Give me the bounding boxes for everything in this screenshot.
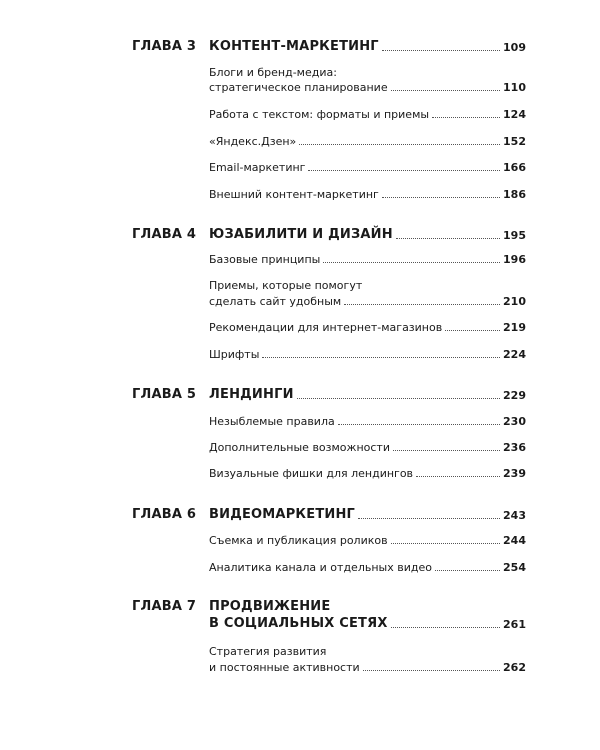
dot-leader: [435, 570, 500, 571]
page-number: 261: [503, 618, 526, 631]
chapter-title-row[interactable]: [209, 616, 526, 631]
dot-leader: [382, 50, 500, 51]
page-number: 230: [503, 415, 526, 428]
page-number: 239: [503, 467, 526, 480]
chapter-title-row[interactable]: [209, 227, 526, 242]
section-row[interactable]: [209, 161, 526, 174]
section-row[interactable]: [209, 441, 526, 454]
page-number: 195: [503, 229, 526, 242]
section-title-line1: Блоги и бренд-медиа:: [209, 66, 337, 79]
page-number: 243: [503, 509, 526, 522]
section-row[interactable]: [209, 467, 526, 480]
dot-leader: [262, 357, 500, 358]
section-row[interactable]: [209, 108, 526, 121]
chapter-label: ГЛАВА 5: [132, 387, 197, 402]
dot-leader: [358, 518, 500, 519]
page-number: 124: [503, 108, 526, 121]
section-title: стратегическое планирование: [209, 81, 388, 94]
dot-leader: [338, 424, 500, 425]
page-number: 224: [503, 348, 526, 361]
section-row[interactable]: [209, 321, 526, 334]
dot-leader: [416, 476, 500, 477]
dot-leader: [299, 144, 500, 145]
section-title: и постоянные активности: [209, 661, 360, 674]
dot-leader: [391, 90, 500, 91]
dot-leader: [363, 670, 500, 671]
page-number: 236: [503, 441, 526, 454]
section-title: Незыблемые правила: [209, 415, 335, 428]
page-number: 196: [503, 253, 526, 266]
dot-leader: [308, 170, 500, 171]
chapter-title-row[interactable]: [209, 507, 526, 522]
section-row[interactable]: [209, 188, 526, 201]
section-row[interactable]: [209, 295, 526, 308]
section-title: Съемка и публикация роликов: [209, 534, 388, 547]
dot-leader: [297, 398, 500, 399]
page-number: 110: [503, 81, 526, 94]
section-row[interactable]: [209, 415, 526, 428]
dot-leader: [323, 262, 500, 263]
dot-leader: [344, 304, 500, 305]
chapter-label: ГЛАВА 4: [132, 227, 197, 242]
section-title-line1: Стратегия развития: [209, 645, 327, 658]
chapter-title: ЛЕНДИНГИ: [209, 387, 294, 402]
chapter-title-row[interactable]: [209, 39, 526, 54]
dot-leader: [432, 117, 500, 118]
section-title: Email-маркетинг: [209, 161, 306, 174]
dot-leader: [382, 197, 500, 198]
section-row[interactable]: [209, 135, 526, 148]
page-number: 219: [503, 321, 526, 334]
section-title: сделать сайт удобным: [209, 295, 342, 308]
page-number: 254: [503, 561, 526, 574]
chapter-label: ГЛАВА 6: [132, 507, 197, 522]
chapter-label: ГЛАВА 3: [132, 39, 197, 54]
page-number: 152: [503, 135, 526, 148]
chapter-title: КОНТЕНТ-МАРКЕТИНГ: [209, 39, 379, 54]
section-title: Аналитика канала и отдельных видео: [209, 561, 432, 574]
dot-leader: [393, 450, 500, 451]
section-title-line1: Приемы, которые помогут: [209, 279, 363, 292]
dot-leader: [445, 330, 500, 331]
page-number: 244: [503, 534, 526, 547]
section-row[interactable]: [209, 81, 526, 94]
section-title: Рекомендации для интернет-магазинов: [209, 321, 443, 334]
section-title: Визуальные фишки для лендингов: [209, 467, 414, 480]
section-title: Работа с текстом: форматы и приемы: [209, 108, 430, 121]
page-number: 186: [503, 188, 526, 201]
section-title: Шрифты: [209, 348, 260, 361]
dot-leader: [391, 543, 500, 544]
section-title: Внешний контент-маркетинг: [209, 188, 379, 201]
section-title: Дополнительные возможности: [209, 441, 390, 454]
chapter-title: ВИДЕОМАРКЕТИНГ: [209, 507, 356, 522]
page-number: 166: [503, 161, 526, 174]
section-row[interactable]: [209, 348, 526, 361]
section-title: «Яндекс.Дзен»: [209, 135, 297, 148]
section-row[interactable]: [209, 253, 526, 266]
chapter-label: ГЛАВА 7: [132, 599, 197, 614]
chapter-title-row[interactable]: [209, 387, 526, 402]
section-row[interactable]: [209, 561, 526, 574]
page-number: 210: [503, 295, 526, 308]
chapter-title-line1: ПРОДВИЖЕНИЕ: [209, 599, 331, 614]
page-number: 262: [503, 661, 526, 674]
page-number: 229: [503, 389, 526, 402]
chapter-title: В СОЦИАЛЬНЫХ СЕТЯХ: [209, 616, 388, 631]
section-row[interactable]: [209, 661, 526, 674]
page-number: 109: [503, 41, 526, 54]
dot-leader: [391, 627, 500, 628]
section-title: Базовые принципы: [209, 253, 321, 266]
chapter-title: ЮЗАБИЛИТИ И ДИЗАЙН: [209, 227, 393, 242]
dot-leader: [396, 238, 500, 239]
section-row[interactable]: [209, 534, 526, 547]
